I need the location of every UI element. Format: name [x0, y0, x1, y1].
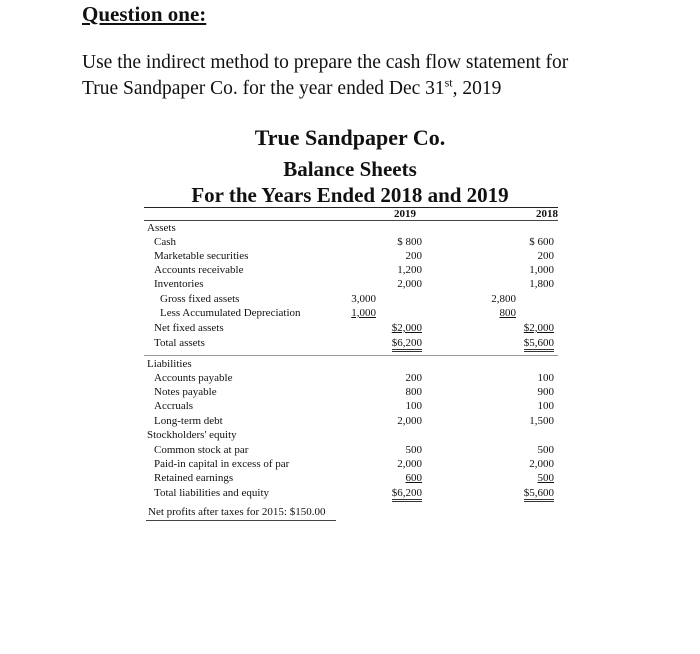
- statement-title: [150, 124, 550, 207]
- instructions-line-2-main: True Sandpaper Co. for the year ended Dec 31: [82, 78, 445, 99]
- table-row: [144, 357, 558, 371]
- subvalue-2018: 800: [499, 307, 516, 319]
- instructions-text: [82, 50, 642, 102]
- table-row: [144, 399, 558, 413]
- value-2018: $5,600: [524, 337, 554, 352]
- value-2019: $ 800: [397, 236, 422, 248]
- value-2019: 600: [405, 472, 422, 484]
- row-label: Cash: [154, 236, 176, 248]
- row-label: Total liabilities and equity: [154, 487, 270, 499]
- value-2018: 900: [537, 386, 554, 398]
- table-row: [144, 486, 558, 500]
- row-label: Total assets: [154, 337, 205, 349]
- row-label: Common stock at par: [154, 444, 249, 456]
- value-2019: 2,000: [397, 415, 422, 427]
- statement-name: Balance Sheets: [283, 157, 417, 181]
- instructions-line-2-year: , 2019: [452, 78, 502, 99]
- table-row: [144, 306, 558, 320]
- value-2019: 800: [405, 386, 422, 398]
- row-label: Marketable securities: [154, 250, 249, 262]
- table-row: [144, 249, 558, 263]
- table-row: [144, 385, 558, 399]
- value-2019: 500: [405, 444, 422, 456]
- table-row: [144, 221, 558, 235]
- row-label: Accruals: [154, 400, 194, 412]
- table-row: [144, 277, 558, 291]
- table-row: [144, 235, 558, 249]
- balance-sheet-table: [144, 207, 558, 517]
- row-label: Less Accumulated Depreciation: [160, 307, 301, 319]
- subvalue-2019: 3,000: [351, 293, 376, 305]
- subvalue-2018: 2,800: [491, 293, 516, 305]
- table-row: [144, 414, 558, 428]
- value-2018: $5,600: [524, 487, 554, 502]
- value-2018: 500: [537, 444, 554, 456]
- value-2018: $ 600: [529, 236, 554, 248]
- subvalue-2019: 1,000: [351, 307, 376, 319]
- value-2018: 1,000: [529, 264, 554, 276]
- company-name: True Sandpaper Co.: [254, 125, 446, 150]
- value-2018: 1,800: [529, 278, 554, 290]
- value-2019: 100: [405, 400, 422, 412]
- row-label: Accounts payable: [154, 372, 233, 384]
- question-heading: Question one:: [82, 2, 207, 26]
- table-row: [144, 471, 558, 485]
- row-label: Stockholders' equity: [147, 429, 237, 441]
- net-profit-note: Net profits after taxes for 2015: $150.00: [148, 506, 326, 518]
- value-2018: $2,000: [523, 322, 554, 334]
- value-2018: 2,000: [529, 458, 554, 470]
- column-header-2019: 2019: [394, 208, 416, 220]
- value-2018: 500: [537, 472, 554, 484]
- table-row: [144, 321, 558, 335]
- value-2019: 200: [405, 250, 422, 262]
- row-label: Liabilities: [147, 358, 192, 370]
- table-row: [144, 443, 558, 457]
- value-2019: 1,200: [397, 264, 422, 276]
- table-row: [144, 457, 558, 471]
- table-row: [144, 292, 558, 306]
- value-2019: 2,000: [397, 458, 422, 470]
- table-row: [144, 371, 558, 385]
- value-2018: 100: [537, 372, 554, 384]
- row-label: Gross fixed assets: [160, 293, 240, 305]
- table-row: [144, 428, 558, 442]
- table-top-rule: [144, 207, 558, 208]
- row-label: Assets: [147, 222, 176, 234]
- footer-rule: [146, 520, 336, 521]
- row-label: Retained earnings: [154, 472, 234, 484]
- table-row: [144, 336, 558, 350]
- instructions-line-2: [82, 76, 642, 102]
- ordinal-suffix: st: [444, 75, 453, 90]
- statement-period: For the Years Ended 2018 and 2019: [191, 183, 509, 207]
- table-row: [144, 263, 558, 277]
- row-label: Accounts receivable: [154, 264, 244, 276]
- row-label: Inventories: [154, 278, 204, 290]
- row-label: Long-term debt: [154, 415, 223, 427]
- value-2019: 2,000: [397, 278, 422, 290]
- value-2018: 100: [537, 400, 554, 412]
- value-2019: $6,200: [392, 487, 422, 502]
- value-2019: $2,000: [391, 322, 422, 334]
- value-2019: 200: [405, 372, 422, 384]
- value-2018: 1,500: [529, 415, 554, 427]
- row-label: Paid-in capital in excess of par: [154, 458, 290, 470]
- column-header-2018: 2018: [536, 208, 558, 220]
- value-2019: $6,200: [392, 337, 422, 352]
- instructions-line-1: Use the indirect method to prepare the cash flow statement for: [82, 52, 569, 73]
- section-divider: [144, 355, 558, 356]
- row-label: Net fixed assets: [154, 322, 224, 334]
- row-label: Notes payable: [154, 386, 217, 398]
- value-2018: 200: [537, 250, 554, 262]
